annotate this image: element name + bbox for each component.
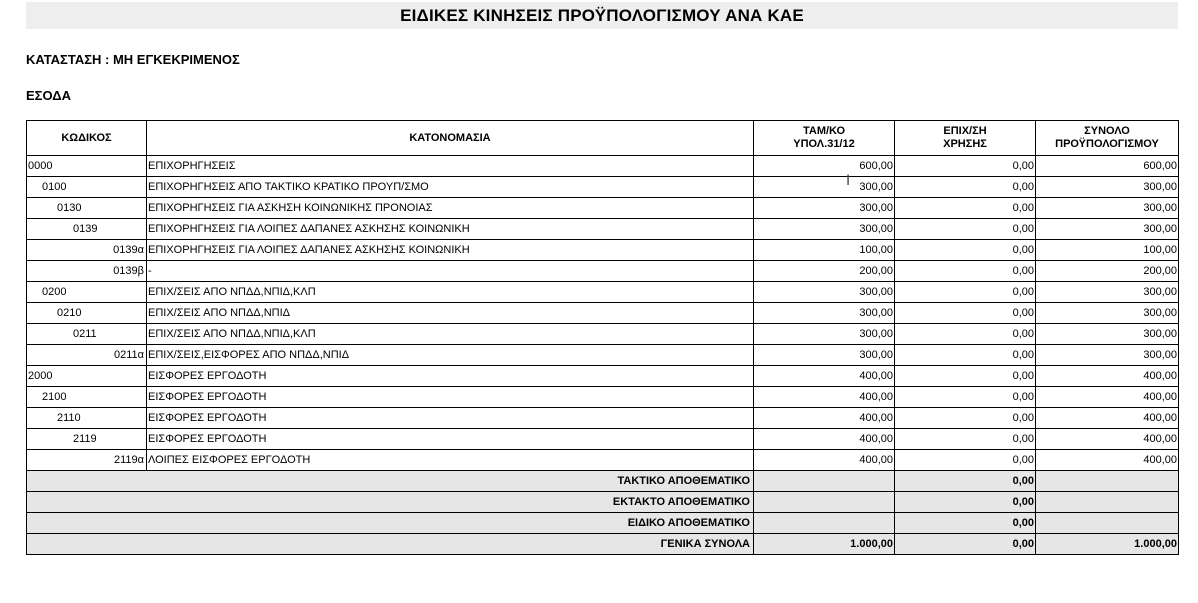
table-row: [27, 366, 1179, 387]
row-code: 0200: [27, 282, 147, 303]
summary-total: [1036, 492, 1179, 513]
row-tam: 400,00: [754, 408, 895, 429]
summary-tam: [754, 492, 895, 513]
row-name: ΕΙΣΦΟΡΕΣ ΕΡΓΟΔΟΤΗ: [147, 408, 754, 429]
header-name: ΚΑΤΟΝΟΜΑΣΙΑ: [147, 121, 754, 156]
summary-row: [27, 492, 1179, 513]
row-epix: 0,00: [895, 156, 1036, 177]
row-code: 0000: [27, 156, 147, 177]
table-row: [27, 261, 1179, 282]
header-epix-line2: ΧΡΗΣΗΣ: [943, 138, 987, 150]
row-code: 0139β: [27, 261, 147, 282]
row-tam: 100,00: [754, 240, 895, 261]
row-epix: 0,00: [895, 387, 1036, 408]
row-total: 200,00: [1036, 261, 1179, 282]
row-code: 2000: [27, 366, 147, 387]
table-row: [27, 177, 1179, 198]
status-label: ΚΑΤΑΣΤΑΣΗ : ΜΗ ΕΓΚΕΚΡΙΜΕΝΟΣ: [26, 52, 240, 67]
row-name: ΕΠΙΧΟΡΗΓΗΣΕΙΣ: [147, 156, 754, 177]
summary-total: [1036, 513, 1179, 534]
table-row: [27, 198, 1179, 219]
row-code: 0211α: [27, 345, 147, 366]
summary-epix: 0,00: [895, 513, 1036, 534]
row-code: 0139α: [27, 240, 147, 261]
row-epix: 0,00: [895, 450, 1036, 471]
table-row: [27, 156, 1179, 177]
summary-row: [27, 471, 1179, 492]
summary-tam: [754, 513, 895, 534]
table-row: [27, 450, 1179, 471]
table-row: [27, 282, 1179, 303]
row-epix: 0,00: [895, 261, 1036, 282]
row-epix: 0,00: [895, 429, 1036, 450]
row-total: 300,00: [1036, 303, 1179, 324]
row-epix: 0,00: [895, 282, 1036, 303]
row-epix: 0,00: [895, 240, 1036, 261]
row-epix: 0,00: [895, 303, 1036, 324]
row-tam: 200,00: [754, 261, 895, 282]
row-total: 400,00: [1036, 366, 1179, 387]
header-tam: [754, 121, 895, 156]
row-total: 100,00: [1036, 240, 1179, 261]
table-row: [27, 345, 1179, 366]
row-code: 2100: [27, 387, 147, 408]
row-epix: 0,00: [895, 198, 1036, 219]
header-tam-line1: ΤΑΜ/ΚΟ: [802, 125, 846, 137]
text-cursor-icon: I: [846, 173, 851, 189]
row-code: 0211: [27, 324, 147, 345]
summary-row: [27, 513, 1179, 534]
header-total: [1036, 121, 1179, 156]
header-total-line1: ΣΥΝΟΛΟ: [1084, 125, 1130, 137]
row-epix: 0,00: [895, 324, 1036, 345]
row-name: ΛΟΙΠΕΣ ΕΙΣΦΟΡΕΣ ΕΡΓΟΔΟΤΗ: [147, 450, 754, 471]
header-epix: [895, 121, 1036, 156]
row-name: ΕΙΣΦΟΡΕΣ ΕΡΓΟΔΟΤΗ: [147, 429, 754, 450]
row-tam: 300,00: [754, 345, 895, 366]
header-total-line2: ΠΡΟΫΠΟΛΟΓΙΣΜΟΥ: [1055, 138, 1159, 150]
row-tam: 400,00: [754, 450, 895, 471]
summary-epix: 0,00: [895, 534, 1036, 555]
header-tam-line2: ΥΠΟΛ.31/12: [793, 138, 855, 150]
row-code: 0139: [27, 219, 147, 240]
row-total: 300,00: [1036, 177, 1179, 198]
row-name: ΕΠΙΧΟΡΗΓΗΣΕΙΣ ΓΙΑ ΑΣΚΗΣΗ ΚΟΙΝΩΝΙΚΗΣ ΠΡΟΝΟΙΑΣ: [147, 198, 754, 219]
row-tam: 600,00: [754, 156, 895, 177]
row-epix: 0,00: [895, 408, 1036, 429]
row-name: ΕΠΙΧΟΡΗΓΗΣΕΙΣ ΓΙΑ ΛΟΙΠΕΣ ΔΑΠΑΝΕΣ ΑΣΚΗΣΗΣ ΚΟΙΝΩΝΙΚΗ: [147, 240, 754, 261]
row-code: 2110: [27, 408, 147, 429]
row-total: 300,00: [1036, 198, 1179, 219]
row-epix: 0,00: [895, 177, 1036, 198]
row-name: ΕΙΣΦΟΡΕΣ ΕΡΓΟΔΟΤΗ: [147, 366, 754, 387]
row-tam: 300,00: [754, 177, 895, 198]
row-total: 400,00: [1036, 387, 1179, 408]
row-total: 300,00: [1036, 219, 1179, 240]
row-tam: 300,00: [754, 282, 895, 303]
summary-label: ΤΑΚΤΙΚΟ ΑΠΟΘΕΜΑΤΙΚΟ: [27, 471, 754, 492]
summary-epix: 0,00: [895, 492, 1036, 513]
table-row: [27, 303, 1179, 324]
row-total: 300,00: [1036, 324, 1179, 345]
row-code: 0100: [27, 177, 147, 198]
summary-tam: [754, 471, 895, 492]
table-row: [27, 387, 1179, 408]
row-name: -: [147, 261, 754, 282]
row-name: ΕΠΙΧΟΡΗΓΗΣΕΙΣ ΓΙΑ ΛΟΙΠΕΣ ΔΑΠΑΝΕΣ ΑΣΚΗΣΗΣ ΚΟΙΝΩΝΙΚΗ: [147, 219, 754, 240]
summary-epix: 0,00: [895, 471, 1036, 492]
header-epix-line1: ΕΠΙΧ/ΣΗ: [943, 125, 987, 137]
row-code: 2119: [27, 429, 147, 450]
summary-label: ΕΚΤΑΚΤΟ ΑΠΟΘΕΜΑΤΙΚΟ: [27, 492, 754, 513]
page-title: ΕΙΔΙΚΕΣ ΚΙΝΗΣΕΙΣ ΠΡΟΫΠΟΛΟΓΙΣΜΟΥ ΑΝΑ ΚΑΕ: [26, 2, 1178, 29]
row-total: 600,00: [1036, 156, 1179, 177]
table-row: [27, 429, 1179, 450]
summary-row: [27, 534, 1179, 555]
row-epix: 0,00: [895, 366, 1036, 387]
row-tam: 300,00: [754, 303, 895, 324]
summary-label: ΓΕΝΙΚΑ ΣΥΝΟΛΑ: [27, 534, 754, 555]
row-tam: 300,00: [754, 324, 895, 345]
table-header-row: [27, 121, 1179, 156]
table-row: [27, 240, 1179, 261]
row-code: 2119α: [27, 450, 147, 471]
budget-table: [26, 120, 1179, 555]
summary-total: 1.000,00: [1036, 534, 1179, 555]
row-total: 400,00: [1036, 450, 1179, 471]
summary-total: [1036, 471, 1179, 492]
row-code: 0130: [27, 198, 147, 219]
row-tam: 400,00: [754, 429, 895, 450]
row-tam: 300,00: [754, 198, 895, 219]
section-heading: ΕΣΟΔΑ: [26, 88, 71, 103]
table-row: [27, 324, 1179, 345]
header-code: ΚΩΔΙΚΟΣ: [27, 121, 147, 156]
row-tam: 300,00: [754, 219, 895, 240]
row-total: 300,00: [1036, 345, 1179, 366]
row-name: ΕΠΙΧ/ΣΕΙΣ ΑΠΟ ΝΠΔΔ,ΝΠΙΔ,ΚΛΠ: [147, 282, 754, 303]
table-row: [27, 408, 1179, 429]
summary-tam: 1.000,00: [754, 534, 895, 555]
row-tam: 400,00: [754, 387, 895, 408]
row-total: 400,00: [1036, 429, 1179, 450]
row-name: ΕΠΙΧ/ΣΕΙΣ ΑΠΟ ΝΠΔΔ,ΝΠΙΔ: [147, 303, 754, 324]
row-name: ΕΠΙΧ/ΣΕΙΣ,ΕΙΣΦΟΡΕΣ ΑΠΟ ΝΠΔΔ,ΝΠΙΔ: [147, 345, 754, 366]
row-name: ΕΙΣΦΟΡΕΣ ΕΡΓΟΔΟΤΗ: [147, 387, 754, 408]
row-epix: 0,00: [895, 219, 1036, 240]
row-name: ΕΠΙΧ/ΣΕΙΣ ΑΠΟ ΝΠΔΔ,ΝΠΙΔ,ΚΛΠ: [147, 324, 754, 345]
summary-label: ΕΙΔΙΚΟ ΑΠΟΘΕΜΑΤΙΚΟ: [27, 513, 754, 534]
row-epix: 0,00: [895, 345, 1036, 366]
table-row: [27, 219, 1179, 240]
row-code: 0210: [27, 303, 147, 324]
row-tam: 400,00: [754, 366, 895, 387]
row-total: 300,00: [1036, 282, 1179, 303]
row-name: ΕΠΙΧΟΡΗΓΗΣΕΙΣ ΑΠΟ ΤΑΚΤΙΚΟ ΚΡΑΤΙΚΟ ΠΡΟΥΠ/ΣΜΟ: [147, 177, 754, 198]
row-total: 400,00: [1036, 408, 1179, 429]
